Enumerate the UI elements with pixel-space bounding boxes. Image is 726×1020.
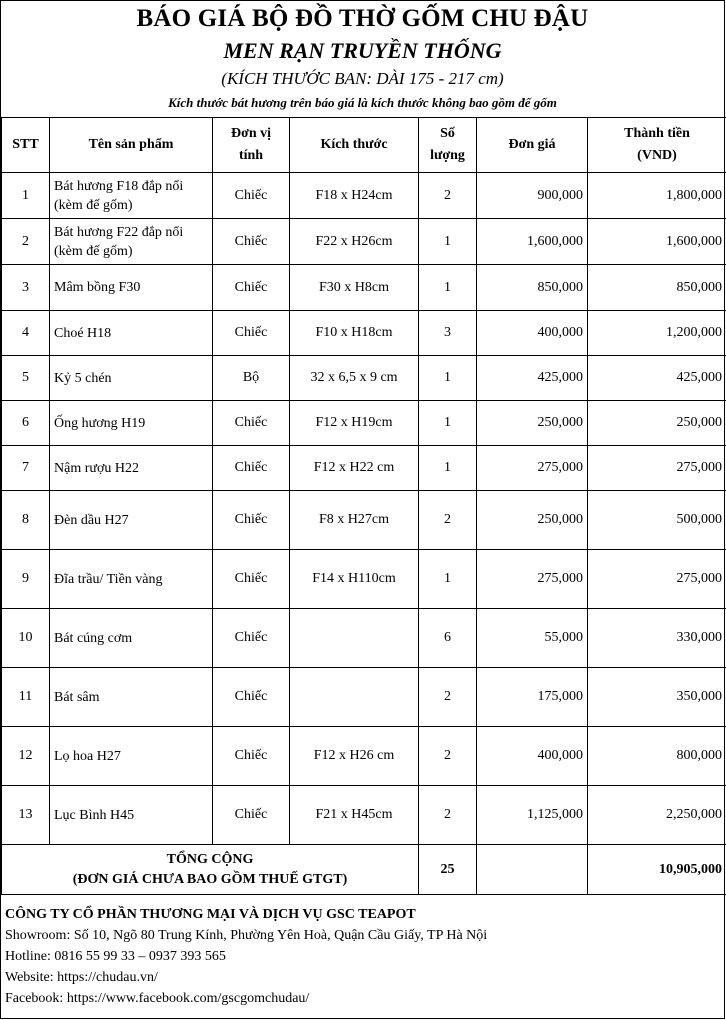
cell-unit: Chiếc (213, 446, 290, 491)
table-row (2, 727, 726, 786)
cell-size: F12 x H19cm (290, 401, 419, 446)
cell-qty: 2 (419, 173, 477, 219)
cell-stt: 5 (2, 356, 50, 401)
company-footer (5, 904, 487, 1009)
cell-total: 1,800,000 (588, 173, 726, 219)
col-header-qty-line2: lượng (430, 148, 465, 163)
table-row (2, 219, 726, 265)
cell-product-name: Bát cúng cơm (50, 609, 213, 668)
cell-unit: Chiếc (213, 173, 290, 219)
cell-total: 250,000 (588, 401, 726, 446)
cell-qty: 1 (419, 550, 477, 609)
cell-size: F14 x H110cm (290, 550, 419, 609)
summary-total: 10,905,000 (588, 845, 726, 895)
table-body (2, 173, 726, 895)
cell-price: 400,000 (477, 311, 588, 356)
cell-size (290, 609, 419, 668)
cell-size: F30 x H8cm (290, 265, 419, 311)
table-row (2, 550, 726, 609)
cell-price: 900,000 (477, 173, 588, 219)
cell-total: 330,000 (588, 609, 726, 668)
cell-unit: Chiếc (213, 219, 290, 265)
cell-product-name: Lục Bình H45 (50, 786, 213, 845)
table-row (2, 356, 726, 401)
summary-qty: 25 (419, 845, 477, 895)
table-header-row (2, 118, 726, 173)
size-disclaimer: Kích thước bát hương trên báo giá là kích thước không bao gồm đế gốm (168, 95, 557, 110)
cell-qty: 3 (419, 311, 477, 356)
cell-stt: 13 (2, 786, 50, 845)
cell-size: F12 x H22 cm (290, 446, 419, 491)
table-row (2, 401, 726, 446)
cell-stt: 11 (2, 668, 50, 727)
cell-qty: 1 (419, 446, 477, 491)
cell-unit: Chiếc (213, 727, 290, 786)
table-row (2, 668, 726, 727)
cell-qty: 6 (419, 609, 477, 668)
cell-price: 1,600,000 (477, 219, 588, 265)
cell-price: 425,000 (477, 356, 588, 401)
table-row (2, 311, 726, 356)
col-header-total (588, 118, 726, 173)
cell-total: 800,000 (588, 727, 726, 786)
col-header-price: Đơn giá (477, 118, 588, 173)
table-row (2, 609, 726, 668)
cell-unit: Chiếc (213, 668, 290, 727)
col-header-name: Tên sản phẩm (50, 118, 213, 173)
cell-qty: 1 (419, 401, 477, 446)
cell-unit: Chiếc (213, 311, 290, 356)
company-name: CÔNG TY CỔ PHẦN THƯƠNG MẠI VÀ DỊCH VỤ GSC TEAPOT (5, 907, 416, 922)
cell-product-name: Đĩa trầu/ Tiền vàng (50, 550, 213, 609)
col-header-total-line1: Thành tiền (624, 126, 690, 141)
cell-total: 350,000 (588, 668, 726, 727)
cell-stt: 9 (2, 550, 50, 609)
table-row (2, 491, 726, 550)
cell-product-name: Bát hương F18 đắp nổi (kèm đế gốm) (50, 173, 213, 219)
cell-product-name: Kỷ 5 chén (50, 356, 213, 401)
showroom-address: Showroom: Số 10, Ngõ 80 Trung Kính, Phường Yên Hoà, Quận Cầu Giấy, TP Hà Nội (5, 928, 488, 943)
table-row (2, 173, 726, 219)
cell-price: 55,000 (477, 609, 588, 668)
cell-product-name: Choé H18 (50, 311, 213, 356)
cell-unit: Chiếc (213, 491, 290, 550)
cell-total: 275,000 (588, 550, 726, 609)
col-header-stt: STT (2, 118, 50, 173)
cell-price: 275,000 (477, 446, 588, 491)
cell-product-name: Bát hương F22 đắp nổi (kèm đế gốm) (50, 219, 213, 265)
table-size-note: (KÍCH THƯỚC BAN: DÀI 175 - 217 cm) (221, 69, 504, 88)
cell-size (290, 668, 419, 727)
cell-price: 250,000 (477, 401, 588, 446)
cell-size: F22 x H26cm (290, 219, 419, 265)
col-header-qty (419, 118, 477, 173)
cell-total: 2,250,000 (588, 786, 726, 845)
cell-stt: 10 (2, 609, 50, 668)
price-table (1, 117, 726, 895)
cell-size: F8 x H27cm (290, 491, 419, 550)
cell-size: F21 x H45cm (290, 786, 419, 845)
cell-total: 275,000 (588, 446, 726, 491)
facebook: Facebook: https://www.facebook.com/gscgomchudau/ (5, 991, 310, 1006)
cell-qty: 2 (419, 727, 477, 786)
summary-row (2, 845, 726, 895)
cell-product-name: Bát sâm (50, 668, 213, 727)
cell-stt: 4 (2, 311, 50, 356)
website: Website: https://chudau.vn/ (5, 970, 158, 985)
cell-price: 400,000 (477, 727, 588, 786)
summary-label (2, 845, 419, 895)
table-row (2, 446, 726, 491)
col-header-size: Kích thước (290, 118, 419, 173)
cell-product-name: Ống hương H19 (50, 401, 213, 446)
col-header-qty-line1: Số (440, 126, 455, 141)
cell-stt: 6 (2, 401, 50, 446)
summary-label-line1: TỔNG CỘNG (166, 851, 254, 867)
hotline: Hotline: 0816 55 99 33 – 0937 393 565 (5, 949, 226, 964)
cell-stt: 12 (2, 727, 50, 786)
cell-price: 1,125,000 (477, 786, 588, 845)
table-row (2, 786, 726, 845)
cell-qty: 1 (419, 219, 477, 265)
cell-unit: Chiếc (213, 550, 290, 609)
cell-unit: Chiếc (213, 401, 290, 446)
cell-product-name: Đèn dầu H27 (50, 491, 213, 550)
summary-price-empty (477, 845, 588, 895)
cell-product-name: Nậm rượu H22 (50, 446, 213, 491)
cell-unit: Chiếc (213, 786, 290, 845)
cell-total: 500,000 (588, 491, 726, 550)
summary-label-line2: (ĐƠN GIÁ CHƯA BAO GỒM THUẾ GTGT) (72, 871, 348, 887)
cell-stt: 2 (2, 219, 50, 265)
cell-size: F10 x H18cm (290, 311, 419, 356)
cell-stt: 1 (2, 173, 50, 219)
cell-unit: Chiếc (213, 609, 290, 668)
cell-qty: 1 (419, 356, 477, 401)
cell-size: F12 x H26 cm (290, 727, 419, 786)
cell-total: 1,200,000 (588, 311, 726, 356)
cell-qty: 1 (419, 265, 477, 311)
page-title: BÁO GIÁ BỘ ĐỒ THỜ GỐM CHU ĐẬU (136, 5, 589, 32)
cell-unit: Bộ (213, 356, 290, 401)
cell-total: 850,000 (588, 265, 726, 311)
col-header-unit-line2: tính (238, 148, 264, 163)
cell-price: 275,000 (477, 550, 588, 609)
col-header-total-line2: (VND) (637, 148, 677, 163)
page-subtitle: MEN RẠN TRUYỀN THỐNG (223, 38, 502, 63)
cell-stt: 3 (2, 265, 50, 311)
cell-total: 425,000 (588, 356, 726, 401)
cell-qty: 2 (419, 786, 477, 845)
col-header-unit (213, 118, 290, 173)
cell-product-name: Mâm bồng F30 (50, 265, 213, 311)
cell-stt: 8 (2, 491, 50, 550)
cell-size: 32 x 6,5 x 9 cm (290, 356, 419, 401)
cell-product-name: Lọ hoa H27 (50, 727, 213, 786)
cell-stt: 7 (2, 446, 50, 491)
cell-price: 175,000 (477, 668, 588, 727)
col-header-unit-line1: Đơn vị (230, 126, 272, 141)
cell-size: F18 x H24cm (290, 173, 419, 219)
cell-total: 1,600,000 (588, 219, 726, 265)
cell-unit: Chiếc (213, 265, 290, 311)
cell-price: 850,000 (477, 265, 588, 311)
cell-price: 250,000 (477, 491, 588, 550)
table-row (2, 265, 726, 311)
cell-qty: 2 (419, 491, 477, 550)
cell-qty: 2 (419, 668, 477, 727)
